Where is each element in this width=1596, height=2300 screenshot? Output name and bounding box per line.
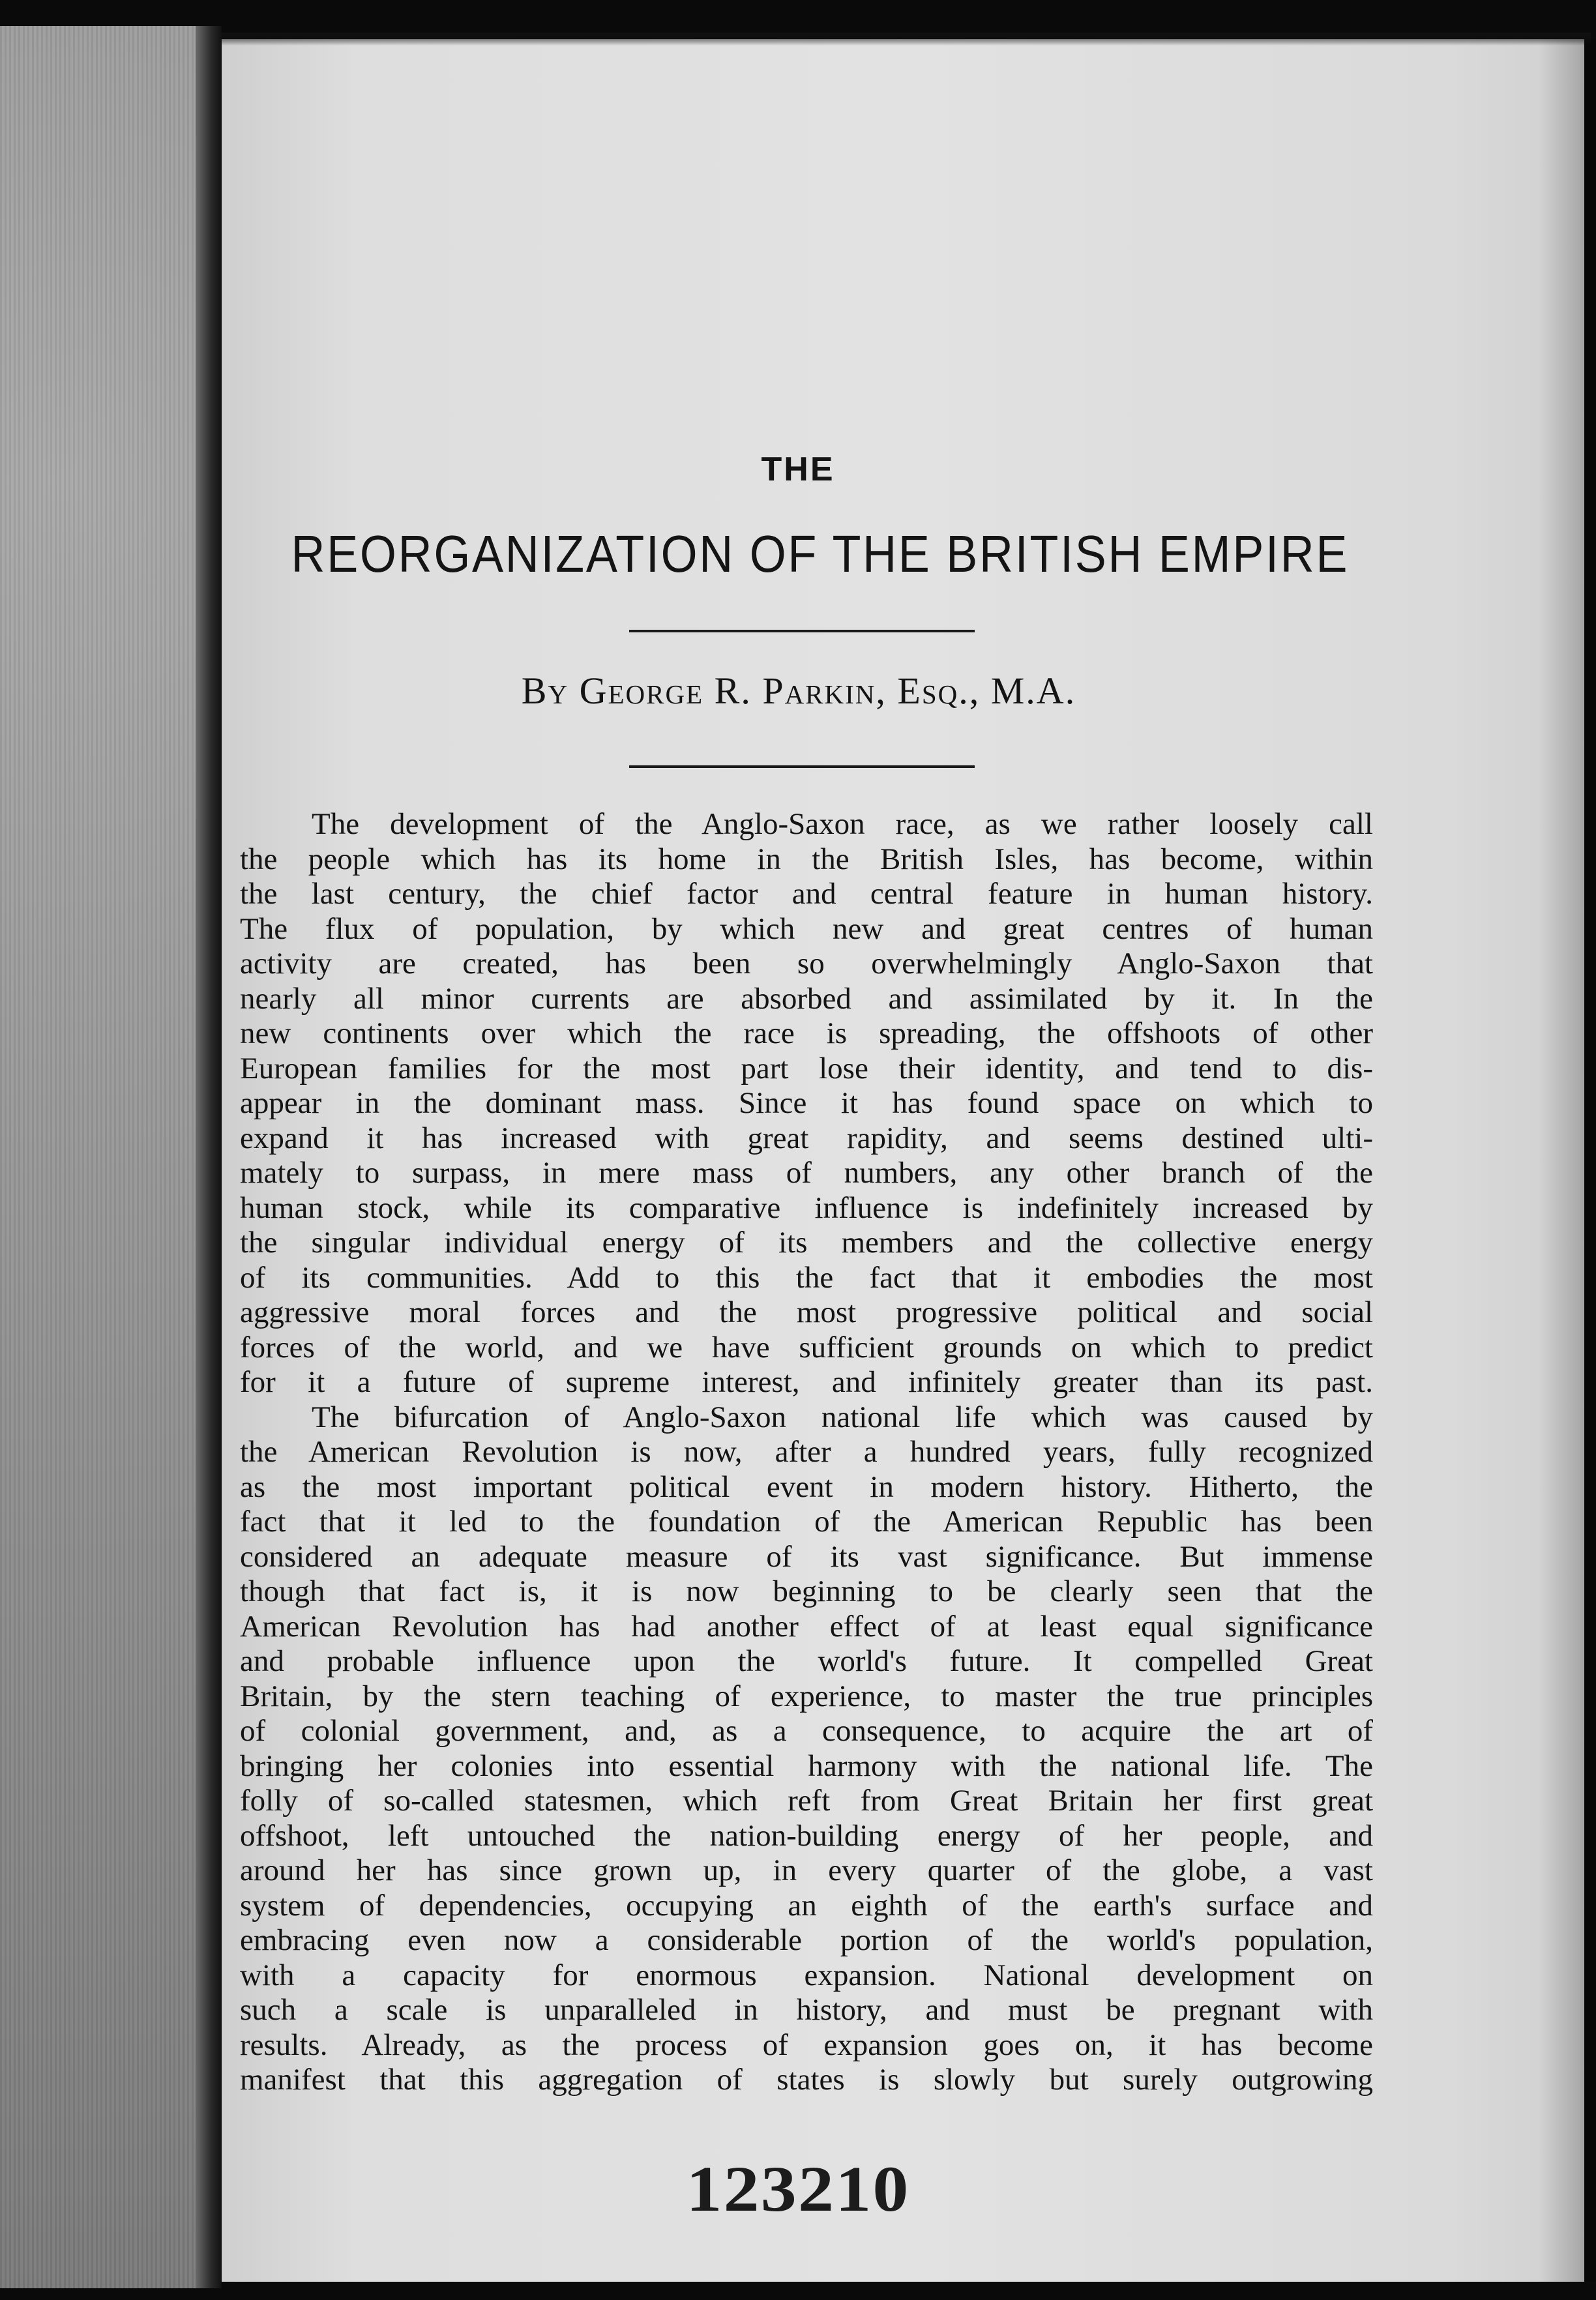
body-line: nearly all minor currents are absorbed and assimilated by it. In the (240, 981, 1373, 1016)
body-line: aggressive moral forces and the most progressive political and social (240, 1295, 1373, 1329)
body-line: system of dependencies, occupying an eighth of the earth's surface and (240, 1888, 1373, 1923)
body-line: new continents over which the race is spreading, the offshoots of other (240, 1016, 1373, 1050)
body-line: expand it has increased with great rapidity, and seems destined ulti- (240, 1121, 1373, 1155)
body-text (240, 807, 1373, 2098)
body-line: considered an adequate measure of its vast significance. But immense (240, 1539, 1373, 1574)
body-line: fact that it led to the foundation of the American Republic has been (240, 1505, 1373, 1539)
body-line: the people which has its home in the British Isles, has become, within (240, 842, 1373, 876)
author-byline: By George R. Parkin, Esq., M.A. (521, 670, 1076, 712)
body-line: the American Revolution is now, after a hundred years, fully recognized (240, 1435, 1373, 1469)
title-divider-rule (629, 630, 975, 632)
book-binding-edge (0, 26, 215, 2288)
page-top-shadow (222, 33, 1591, 46)
body-line: results. Already, as the process of expansion goes on, it has become (240, 2027, 1373, 2062)
body-line: Britain, by the stern teaching of experience, to master the true principles (240, 1679, 1373, 1713)
body-line: American Revolution has had another effect of at least equal significance (240, 1609, 1373, 1644)
body-line: manifest that this aggregation of states is slowly but surely outgrowing (240, 2063, 1373, 2097)
document-title: REORGANIZATION OF THE BRITISH EMPIRE (291, 525, 1350, 583)
page-edge-shadow (1539, 39, 1596, 2282)
binding-shadow (196, 26, 222, 2288)
body-line: as the most important political event in modern history. Hitherto, the (240, 1469, 1373, 1504)
body-line: folly of so-called statesmen, which reft from Great Britain her first great (240, 1784, 1373, 1818)
body-line: the singular individual energy of its members and the collective energy (240, 1226, 1373, 1260)
byline-divider-rule (629, 765, 975, 768)
body-line: The development of the Anglo-Saxon race, as we rather loosely call (312, 807, 1373, 841)
body-line: The bifurcation of Anglo-Saxon national life which was caused by (312, 1400, 1373, 1434)
body-line: embracing even now a considerable portion of the world's population, (240, 1923, 1373, 1957)
body-line: offshoot, left untouched the nation-building energy of her people, and (240, 1818, 1373, 1853)
body-line: human stock, while its comparative influence is indefinitely increased by (240, 1190, 1373, 1225)
body-line: the last century, the chief factor and central feature in human history. (240, 877, 1373, 911)
body-line: forces of the world, and we have sufficient grounds on which to predict (240, 1330, 1373, 1364)
body-line: of its communities. Add to this the fact that it embodies the most (240, 1260, 1373, 1295)
heading-the: THE (761, 450, 835, 488)
body-line: with a capacity for enormous expansion. National development on (240, 1958, 1373, 1992)
body-line: activity are created, has been so overwhelmingly Anglo-Saxon that (240, 947, 1373, 980)
body-line: such a scale is unparalleled in history, and must be pregnant with (240, 1993, 1373, 2027)
accession-number-stamp: 123210 (686, 2153, 910, 2225)
body-line: though that fact is, it is now beginning to be clearly seen that the (240, 1574, 1373, 1608)
body-line: and probable influence upon the world's future. It compelled Great (240, 1644, 1373, 1678)
body-line: for it a future of supreme interest, and infinitely greater than its past. (240, 1365, 1373, 1399)
body-line: mately to surpass, in mere mass of numbers, any other branch of the (240, 1156, 1373, 1190)
body-line: around her has since grown up, in every quarter of the globe, a vast (240, 1853, 1373, 1887)
body-line: European families for the most part lose their identity, and tend to dis- (240, 1051, 1373, 1085)
body-line: The flux of population, by which new and great centres of human (240, 911, 1373, 946)
body-line: of colonial government, and, as a consequence, to acquire the art of (240, 1714, 1373, 1748)
body-line: bringing her colonies into essential harmony with the national life. The (240, 1748, 1373, 1783)
body-line: appear in the dominant mass. Since it has found space on which to (240, 1086, 1373, 1120)
